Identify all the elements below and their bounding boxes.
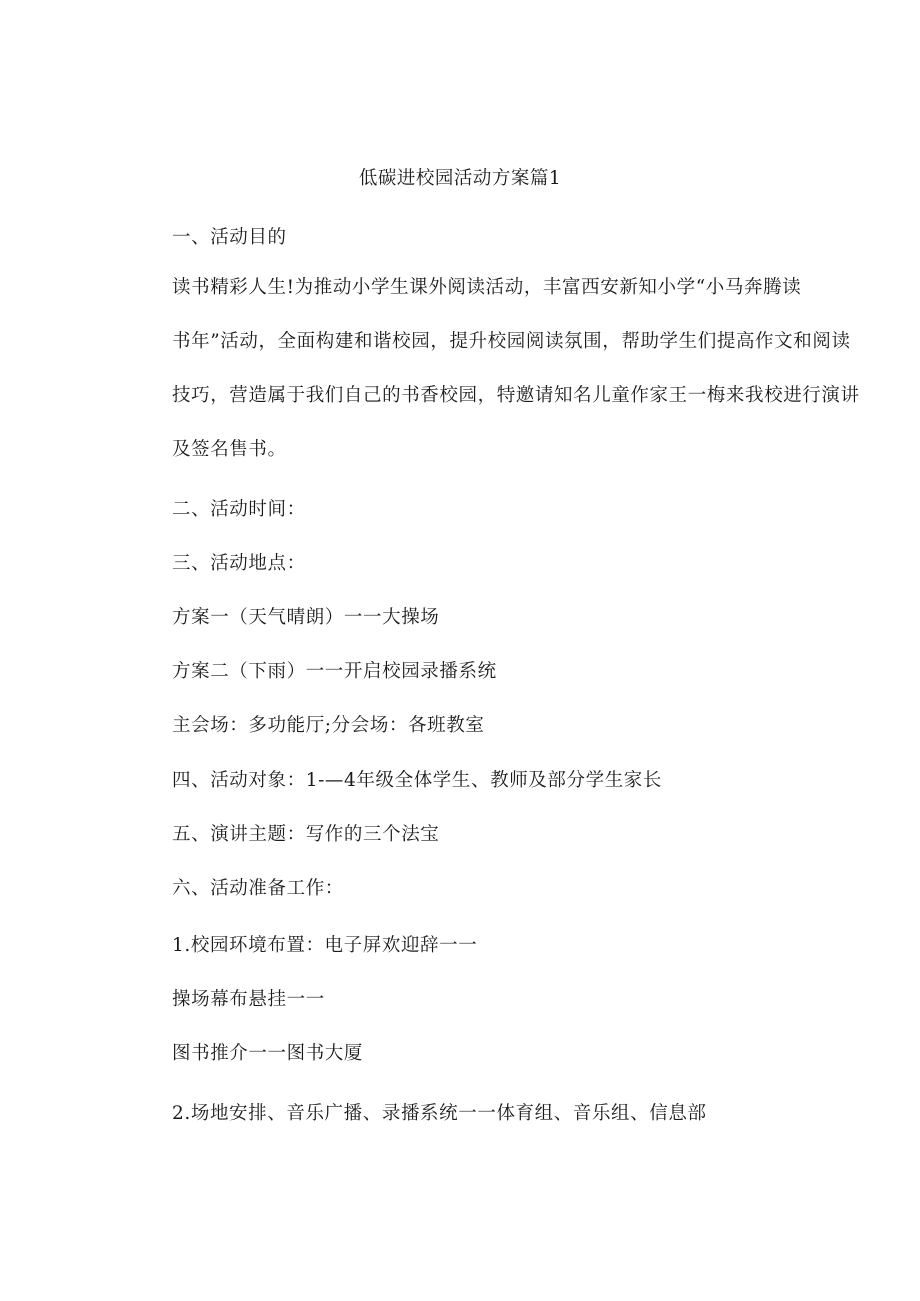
location-plan-1: 方案一（天气晴朗）一一大操场 bbox=[172, 607, 440, 628]
preparation-item-1-sub-1: 操场幕布悬挂一一 bbox=[172, 989, 325, 1010]
paragraph-line: 书年”活动，全面构建和谐校园，提升校园阅读氛围，帮助学生们提高作文和阅读 bbox=[172, 331, 851, 352]
section-heading-location: 三、活动地点： bbox=[172, 553, 306, 574]
purpose-paragraph bbox=[172, 275, 860, 463]
section-heading-audience: 四、活动对象：1-—4年级全体学生、教师及部分学生家长 bbox=[172, 770, 662, 791]
section-heading-theme: 五、演讲主题：写作的三个法宝 bbox=[172, 824, 440, 845]
section-heading-time: 二、活动时间： bbox=[172, 499, 306, 520]
location-plan-2: 方案二（下雨）一一开启校园录播系统 bbox=[172, 661, 497, 682]
section-heading-preparation: 六、活动准备工作： bbox=[172, 878, 344, 899]
paragraph-line: 技巧，营造属于我们自己的书香校园，特邀请知名儿童作家王一梅来我校进行演讲 bbox=[172, 385, 860, 406]
document-title: 低碳进校园活动方案篇1 bbox=[358, 168, 562, 189]
paragraph-line: 读书精彩人生!为推动小学生课外阅读活动，丰富西安新知小学“小马奔腾读 bbox=[172, 277, 802, 298]
preparation-item-1: 1.校园环境布置：电子屏欢迎辞一一 bbox=[172, 935, 478, 956]
paragraph-line: 及签名售书。 bbox=[172, 439, 287, 460]
section-heading-purpose: 一、活动目的 bbox=[172, 227, 287, 248]
preparation-item-1-sub-2: 图书推介一一图书大厦 bbox=[172, 1043, 364, 1064]
location-venues: 主会场：多功能厅;分会场：各班教室 bbox=[172, 715, 485, 736]
preparation-item-2: 2.场地安排、音乐广播、录播系统一一体育组、音乐组、信息部 bbox=[172, 1103, 707, 1124]
